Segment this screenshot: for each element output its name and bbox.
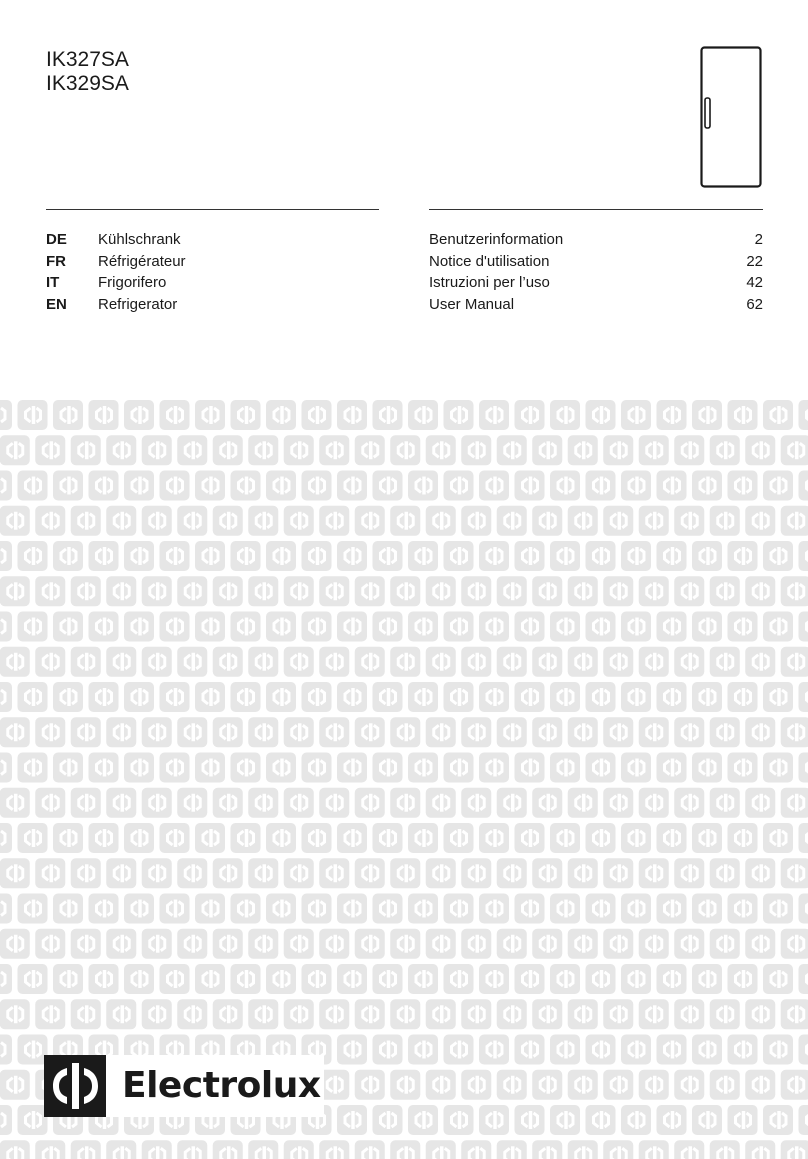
language-row — [0, 294, 808, 316]
language-row — [0, 229, 808, 251]
language-title: Réfrigérateur — [98, 252, 186, 270]
document-name: Istruzioni per l’uso — [429, 274, 550, 291]
brand-name: Electrolux — [122, 1065, 321, 1106]
divider-left — [46, 209, 379, 210]
page-number: 22 — [746, 252, 763, 270]
language-row — [0, 272, 808, 294]
electrolux-logo-icon — [44, 1055, 106, 1117]
language-title: Kühlschrank — [98, 231, 181, 248]
brand-logo — [44, 1055, 324, 1117]
language-title: Refrigerator — [98, 295, 178, 313]
document-name: User Manual — [429, 295, 515, 313]
divider-right — [429, 209, 763, 210]
refrigerator-icon — [700, 46, 762, 188]
model-list — [46, 48, 129, 96]
language-title: Frigorifero — [98, 274, 167, 291]
page-number: 62 — [746, 295, 763, 313]
model-number: IK327SA — [46, 48, 129, 71]
language-code: IT — [46, 274, 60, 291]
language-code: DE — [46, 231, 67, 248]
electrolux-pattern — [0, 396, 808, 1159]
document-name: Benutzerinformation — [429, 231, 564, 248]
model-number: IK329SA — [46, 72, 129, 95]
page-number: 42 — [746, 274, 763, 291]
document-name: Notice d'utilisation — [429, 252, 550, 270]
language-row — [0, 251, 808, 273]
language-code: EN — [46, 295, 67, 313]
page-number: 2 — [754, 231, 763, 248]
language-code: FR — [46, 252, 66, 270]
